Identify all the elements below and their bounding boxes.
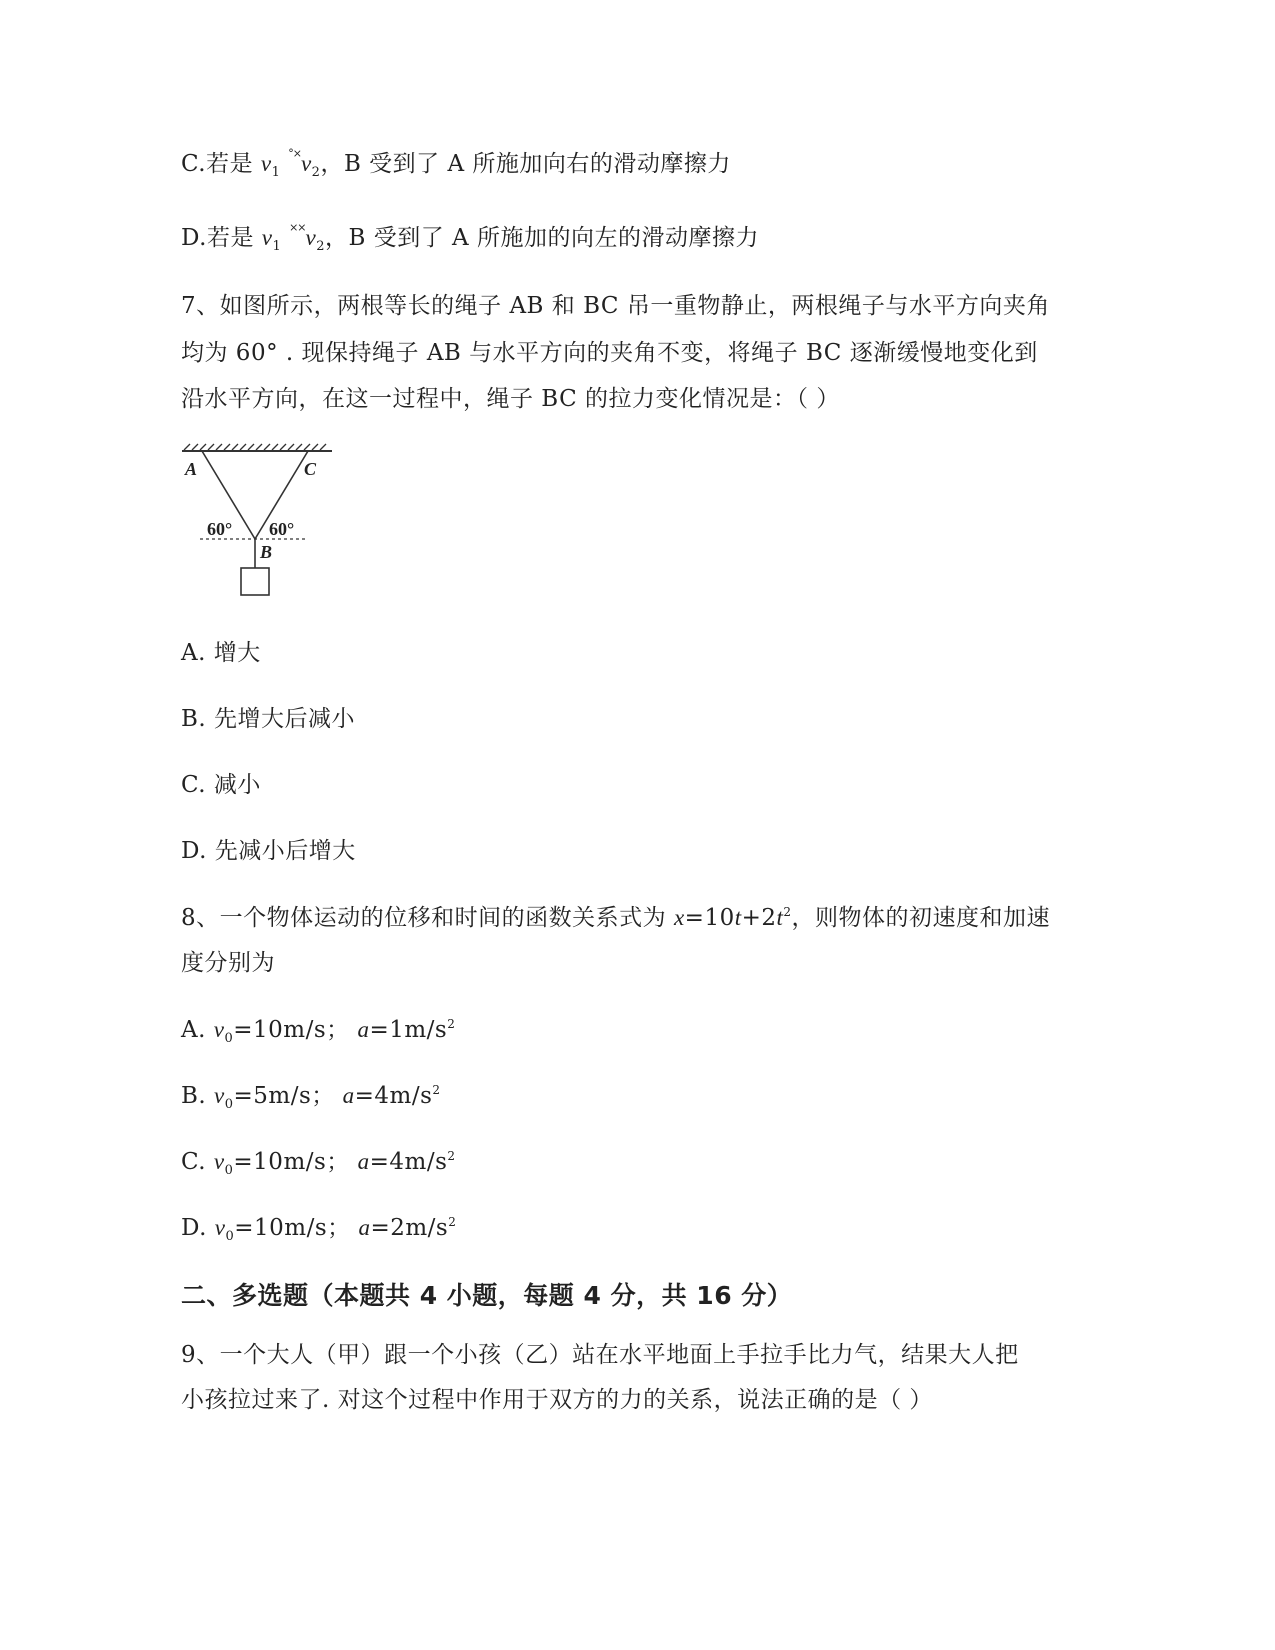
angle-right-label: 60° — [269, 519, 295, 539]
q9-stem-line-1: 9、一个大人（甲）跟一个小孩（乙）站在水平地面上手拉手比力气，结果大人把 — [181, 1342, 1019, 1368]
label-b: B — [260, 542, 273, 562]
ceiling-hatch — [184, 444, 326, 450]
q7-stem-line-1: 7、如图所示，两根等长的绳子 AB 和 BC 吊一重物静止，两根绳子与水平方向夹角 — [181, 293, 1050, 319]
q8-option-d: D. $v_0=10m/s$； $a=2m/s^2$ — [181, 1215, 457, 1244]
label-a: A — [185, 459, 198, 479]
q8-stem-line-2: 度分别为 — [181, 950, 275, 976]
q7-stem-line-2: 均为 60° . 现保持绳子 AB 与水平方向的夹角不变，将绳子 BC 逐渐缓慢地变化到 — [181, 340, 1038, 366]
q7-option-b: B. 先增大后减小 — [181, 706, 356, 732]
q8-option-c: C. $v_0=10m/s$； $a=4m/s^2$ — [181, 1149, 456, 1178]
q7-option-d: D. 先减小后增大 — [181, 838, 356, 864]
q6-option-c: C.若是 $v_1$ $^{^\circ\times}v_2$，B 受到了 A 所施加向右的滑动摩擦力 — [181, 147, 731, 180]
q6-option-d: D.若是 $v_1$ $^{\times\times}v_2$，B 受到了 A 所施加的向左的滑动摩擦力 — [181, 221, 759, 254]
weight-block — [241, 568, 269, 595]
q8-option-a: A. $v_0=10m/s$； $a=1m/s^2$ — [181, 1017, 456, 1046]
q8-stem-line-1: 8、一个物体运动的位移和时间的函数关系式为 $x=10t+2t^2$，则物体的初速度和加速 — [181, 905, 1051, 931]
q7-option-a: A. 增大 — [181, 640, 261, 666]
q7-stem-line-3: 沿水平方向，在这一过程中，绳子 BC 的拉力变化情况是：（ ） — [181, 386, 840, 412]
section-heading-multiple-choice: 二、多选题（本题共 4 小题，每题 4 分，共 16 分） — [181, 1281, 793, 1310]
angle-left-label: 60° — [207, 519, 233, 539]
label-c: C — [304, 459, 317, 479]
q9-stem-line-2: 小孩拉过来了. 对这个过程中作用于双方的力的关系，说法正确的是（ ） — [181, 1387, 933, 1413]
q8-option-b: B. $v_0=5m/s$； $a=4m/s^2$ — [181, 1083, 441, 1112]
q7-rope-diagram — [180, 440, 340, 605]
q7-option-c: C. 减小 — [181, 772, 261, 798]
